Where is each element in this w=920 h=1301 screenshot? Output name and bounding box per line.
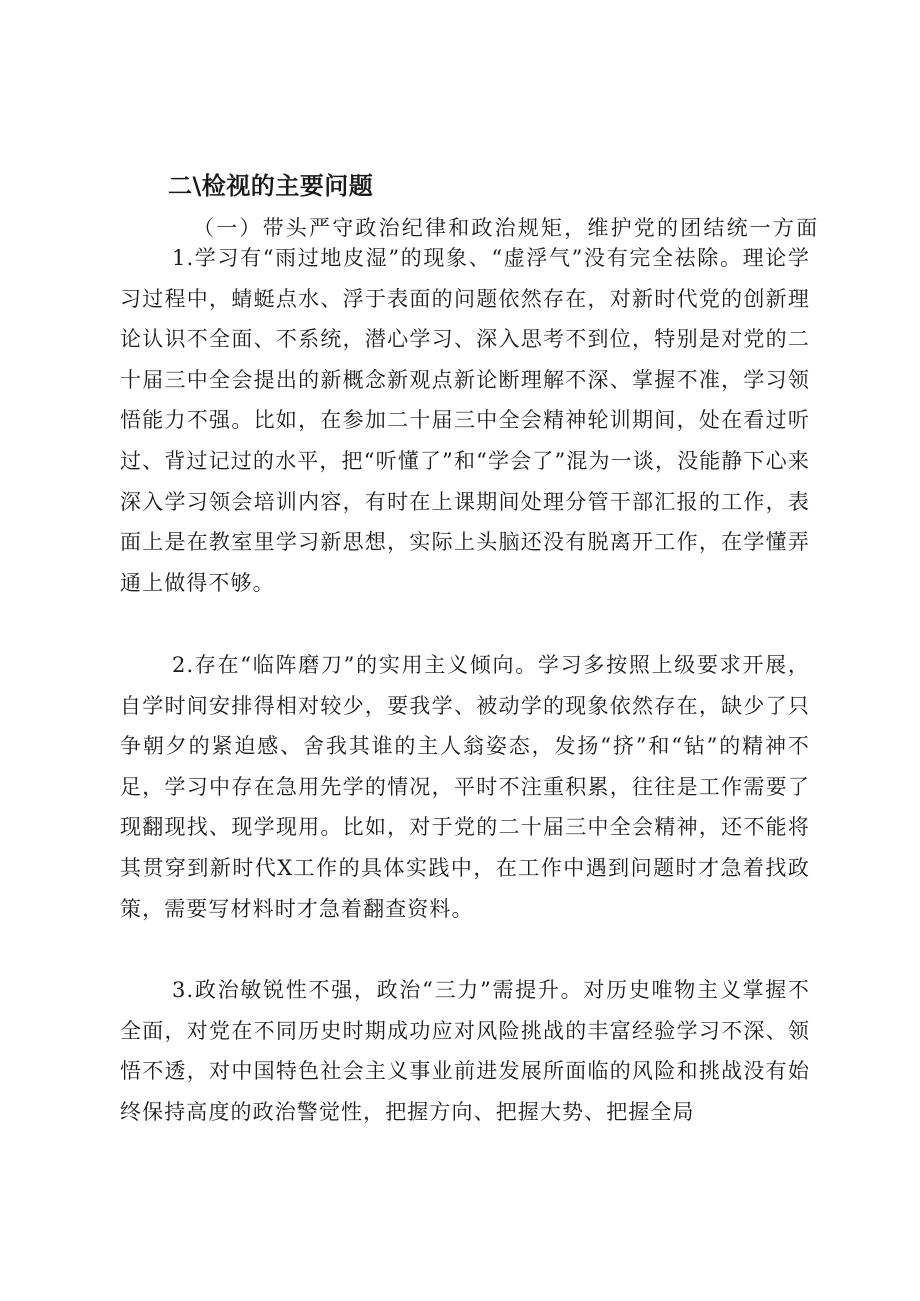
subsection-heading: （一）带头严守政治纪律和政治规矩，维护党的团结统一方面 xyxy=(193,216,820,240)
section-heading: 二\检视的主要问题 xyxy=(168,172,374,200)
paragraph-3: 3.政治敏锐性不强，政治“三力”需提升。对历史唯物主义掌握不全面，对党在不同历史时期成功应对风险挑战的丰富经验学习不深、领悟不透，对中国特色社会主义事业前进发展所面临的风险和挑战没有始终保持高度的政治警觉性，把握方向、把握大势、把握全局 xyxy=(120,978,810,1124)
paragraph-1: 1.学习有“雨过地皮湿”的现象、“虚浮气”没有完全祛除。理论学习过程中，蜻蜓点水、浮于表面的问题依然存在，对新时代党的创新理论认识不全面、不系统，潜心学习、深入思考不到位，特别是对党的二十届三中全会提出的新概念新观点新论断理解不深、掌握不准，学习领悟能力不强。比如，在参加二十届三中全会精神轮训期间，处在看过听过、背过记过的水平，把“听懂了”和“学会了”混为一谈，没能静下心来深入学习领会培训内容，有时在上课期间处理分管干部汇报的工作，表面上是在教室里学习新思想，实际上头脑还没有脱离开工作，在学懂弄通上做得不够。 xyxy=(120,246,810,595)
paragraph-2: 2.存在“临阵磨刀”的实用主义倾向。学习多按照上级要求开展，自学时间安排得相对较少，要我学、被动学的现象依然存在，缺少了只争朝夕的紧迫感、舍我其谁的主人翁姿态，发扬“挤”和“钻”的精神不足，学习中存在急用先学的情况，平时不注重积累，往往是工作需要了现翻现找、现学现用。比如，对于党的二十届三中全会精神，还不能将其贯穿到新时代X工作的具体实践中，在工作中遇到问题时才急着找政策，需要写材料时才急着翻查资料。 xyxy=(120,653,810,921)
